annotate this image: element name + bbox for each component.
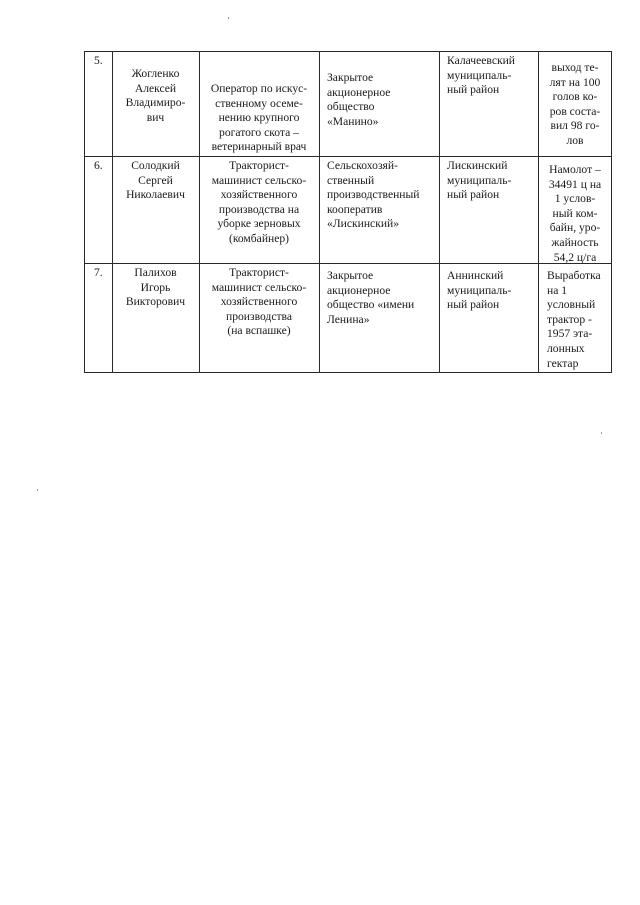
awards-table (84, 51, 612, 373)
employee-district: Аннинский муниципаль- ный район (447, 269, 512, 312)
row-number: 6. (94, 159, 103, 172)
row-number: 5. (94, 54, 103, 67)
employee-district: Лискинский муниципаль- ный район (447, 159, 512, 202)
scan-speck (228, 17, 229, 19)
row-divider-2 (84, 263, 612, 264)
employee-result: Выработка на 1 условный трактор - 1957 эта- лонных гектар (547, 269, 601, 370)
employee-result: выход те- лят на 100 голов ко- ров соста- вил 98 го- лов (549, 61, 601, 147)
employee-name: Солодкий Сергей Николаевич (126, 159, 185, 202)
employee-organization: Сельскохозяй- ственный производственный кооператив «Лискинский» (327, 159, 420, 231)
employee-name: Палихов Игорь Викторович (125, 266, 186, 309)
scan-speck (37, 489, 38, 491)
column-divider-4 (439, 51, 440, 373)
employee-organization: Закрытое акционерное общество «имени Ленина» (327, 269, 415, 326)
employee-position: Оператор по искус- ственному осеме- нению крупного рогатого скота – ветеринарный врач (210, 82, 308, 154)
table-border-bottom (84, 372, 612, 373)
scan-speck (601, 432, 602, 434)
employee-organization: Закрытое акционерное общество «Манино» (327, 71, 391, 128)
column-divider-3 (319, 51, 320, 373)
row-divider-1 (84, 156, 612, 157)
table-border-top (84, 51, 612, 52)
table-border-left (84, 51, 85, 373)
employee-position: Тракторист- машинист сельско- хозяйственного производства на уборке зерновых (комбайнер) (211, 159, 307, 245)
employee-position: Тракторист- машинист сельско- хозяйственного производства (на вспашке) (211, 266, 307, 338)
employee-result: Намолот – 34491 ц на 1 услов- ный ком- байн, уро- жайность 54,2 ц/га (548, 163, 602, 264)
employee-name: Жогленко Алексей Владимиро- вич (125, 67, 186, 124)
row-number: 7. (94, 266, 103, 279)
employee-district: Калачеевский муниципаль- ный район (447, 54, 516, 97)
